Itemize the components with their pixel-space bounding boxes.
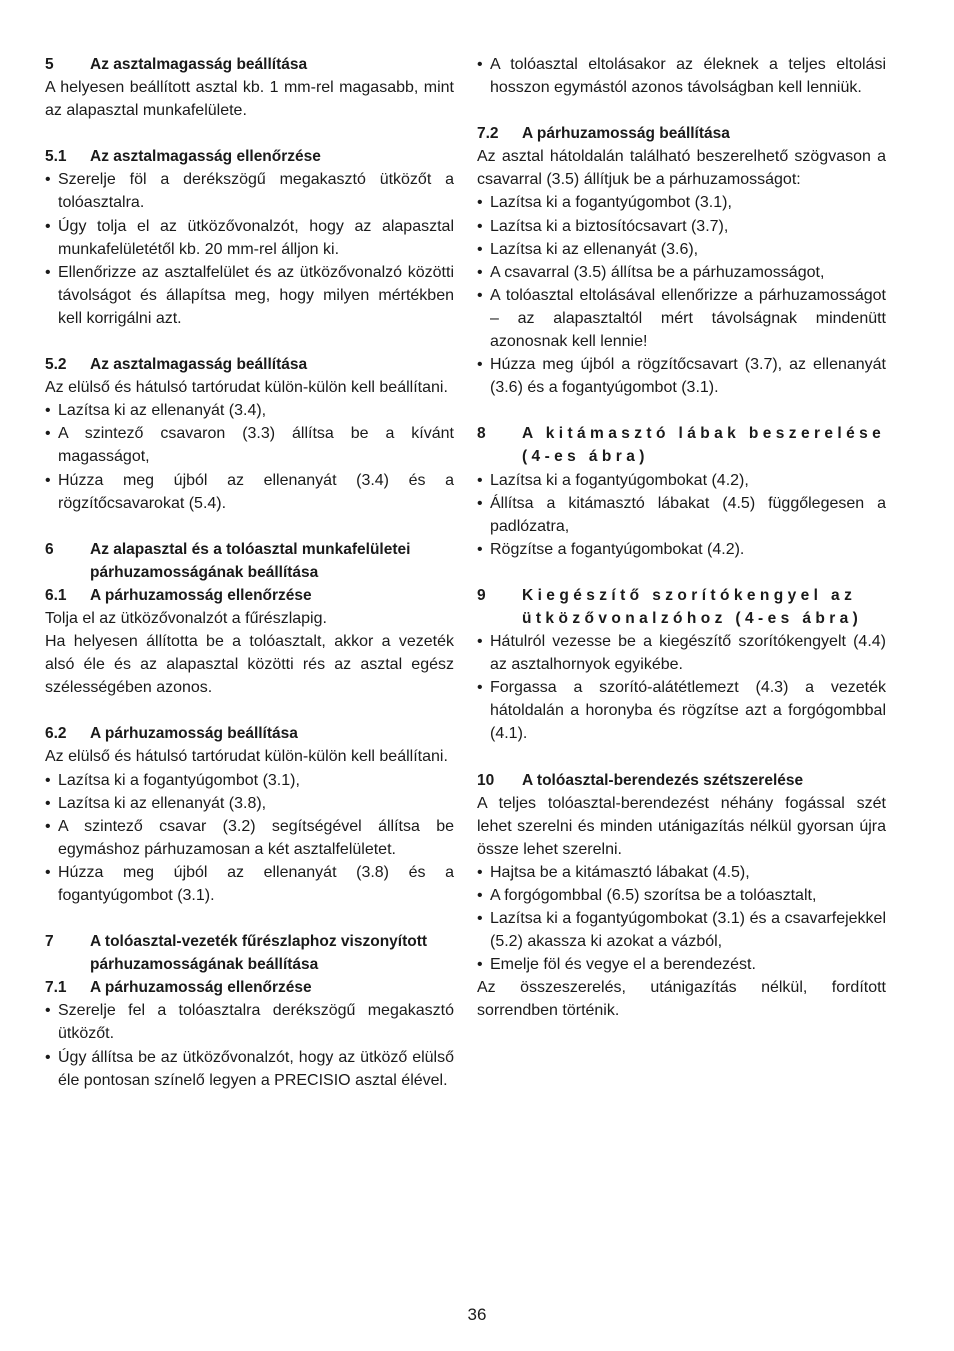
bullet-icon: • — [477, 863, 483, 881]
section-7-2 — [477, 122, 886, 399]
bullet-list — [45, 168, 454, 330]
section-heading — [45, 353, 454, 376]
section-heading — [477, 422, 886, 468]
list-item — [45, 861, 454, 907]
section-heading — [477, 769, 886, 792]
section-title: A kitámasztó lábak beszerelése (4-es ábra) — [522, 425, 886, 466]
list-item-text: Húzza meg újból az ellenanyát (3.4) és a rögzítőcsavarokat (5.4). — [58, 471, 454, 512]
section-6-1 — [45, 584, 454, 699]
list-item — [477, 469, 886, 492]
bullet-icon: • — [45, 471, 51, 489]
bullet-list — [477, 53, 886, 99]
list-item — [45, 215, 454, 261]
section-title: Az asztalmagasság ellenőrzése — [90, 148, 321, 166]
section-number: 7.1 — [45, 979, 67, 997]
list-item — [477, 53, 886, 99]
list-item-text: A tolóasztal eltolásával ellenőrizze a párhuzamosságot – az alapasztaltól mért távolságnak mindenütt azonosnak kell lennie! — [490, 286, 886, 351]
list-item-text: Lazítsa ki az ellenanyát (3.8), — [58, 794, 267, 812]
bullet-icon: • — [477, 56, 483, 73]
paragraph: A teljes tolóasztal-berendezést néhány fogással szét lehet szerelni és minden utánigazítás nélkül gyorsan újra össze lehet szerelni. — [477, 794, 886, 858]
section-heading — [45, 145, 454, 168]
list-item-text: Hátulról vezesse be a kiegészítő szorítókengyelt (4.4) az asztalhornyok egyikébe. — [490, 633, 886, 674]
bullet-icon: • — [45, 771, 51, 789]
list-item-text: Úgy állítsa be az ütközővonalzót, hogy az ütköző elülső éle pontosan színelő legyen a PRECISIO asztal élével. — [58, 1048, 454, 1089]
list-item — [477, 676, 886, 745]
list-item — [45, 999, 454, 1045]
list-item-text: Hajtsa be a kitámasztó lábakat (4.5), — [490, 863, 750, 881]
section-9 — [477, 584, 886, 746]
list-item-text: A csavarral (3.5) állítsa be a párhuzamosságot, — [490, 263, 825, 281]
bullet-icon: • — [45, 794, 51, 812]
section-title: A párhuzamosság ellenőrzése — [90, 979, 312, 997]
section-6 — [45, 538, 454, 584]
section-heading — [45, 976, 454, 999]
list-item — [45, 815, 454, 861]
section-title: A párhuzamosság ellenőrzése — [90, 586, 312, 604]
list-item-text: Állítsa a kitámasztó lábakat (4.5) függőlegesen a padlózatra, — [490, 494, 886, 535]
bullet-icon: • — [477, 286, 483, 304]
paragraph: Az elülső és hátulsó tartórudat külön-külön kell beállítani. — [45, 379, 448, 397]
page-number: 36 — [467, 1305, 487, 1324]
list-item-text: Lazítsa ki az ellenanyát (3.6), — [490, 240, 699, 258]
bullet-icon: • — [477, 540, 483, 558]
section-heading — [45, 930, 454, 976]
bullet-icon: • — [477, 217, 483, 235]
section-7 — [45, 930, 454, 976]
bullet-icon: • — [45, 863, 51, 881]
bullet-list — [477, 469, 886, 561]
list-item — [477, 907, 886, 953]
list-item — [45, 261, 454, 330]
section-number: 10 — [477, 771, 495, 789]
section-title: A tolóasztal-berendezés szétszerelése — [522, 771, 804, 789]
section-title: Az alapasztal és a tolóasztal munkafelületei párhuzamosságának beállítása — [90, 540, 411, 581]
bullet-icon: • — [477, 887, 483, 904]
bullet-list — [477, 191, 886, 399]
list-item-text: A tolóasztal eltolásakor az éleknek a teljes eltolási hosszon egymástól azonos távolságban kell lenniük. — [490, 56, 886, 97]
bullet-icon: • — [45, 1048, 51, 1066]
list-item-text: Lazítsa ki a biztosítócsavart (3.7), — [490, 217, 729, 235]
section-title: A tolóasztal-vezeték fűrészlaphoz viszonyított párhuzamosságának beállítása — [90, 933, 428, 974]
bullet-icon: • — [477, 494, 483, 512]
bullet-icon: • — [45, 817, 51, 835]
list-item — [477, 538, 886, 561]
paragraph: Az asztal hátoldalán található beszerelhető szögvason a csavarral (3.5) állítjuk be a párhuzamosságot: — [477, 148, 886, 189]
section-number: 6 — [45, 540, 54, 558]
bullet-icon: • — [477, 194, 483, 212]
section-heading — [45, 538, 454, 584]
section-6-2 — [45, 722, 454, 907]
section-8 — [477, 422, 886, 561]
list-item-text: Szerelje föl a derékszögű megakasztó ütközőt a tolóasztalra. — [58, 171, 454, 212]
section-number: 5 — [45, 56, 54, 73]
bullet-icon: • — [45, 1002, 51, 1020]
section-number: 7 — [45, 933, 54, 951]
list-item — [45, 399, 454, 422]
list-item-text: Lazítsa ki a fogantyúgombot (3.1), — [490, 194, 732, 212]
section-5-2 — [45, 353, 454, 515]
section-number: 6.2 — [45, 725, 67, 743]
paragraph: Az összeszerelés, utánigazítás nélkül, fordított sorrendben történik. — [477, 979, 886, 1020]
section-heading — [45, 722, 454, 745]
bullet-icon: • — [477, 910, 483, 928]
list-item-text: Forgassa a szorító-alátétlemezt (4.3) a vezeték hátoldalán a horonyba és rögzítse azt a forgógombbal (4.1). — [490, 679, 886, 743]
bullet-icon: • — [45, 171, 51, 189]
list-item — [477, 238, 886, 261]
section-heading — [477, 122, 886, 145]
list-item — [477, 215, 886, 238]
section-10 — [477, 769, 886, 1023]
bullet-icon: • — [45, 425, 51, 443]
list-item-text: A szintező csavaron (3.3) állítsa be a kívánt magasságot, — [58, 425, 454, 466]
bullet-icon: • — [477, 356, 483, 374]
bullet-icon: • — [477, 633, 483, 651]
bullet-list — [45, 399, 454, 514]
section-cont — [477, 53, 886, 99]
list-item — [477, 284, 886, 353]
bullet-list — [477, 630, 886, 745]
section-heading — [45, 53, 454, 76]
section-heading — [45, 584, 454, 607]
bullet-icon: • — [477, 471, 483, 489]
list-item-text: Lazítsa ki az ellenanyát (3.4), — [58, 402, 267, 420]
section-number: 5.1 — [45, 148, 67, 166]
section-7-1 — [45, 976, 454, 1091]
bullet-icon: • — [477, 240, 483, 258]
section-5 — [45, 53, 454, 122]
list-item-text: A forgógombbal (6.5) szorítsa be a tolóasztalt, — [490, 887, 817, 904]
section-5-1 — [45, 145, 454, 330]
section-title: Az asztalmagasság beállítása — [90, 56, 308, 73]
list-item — [45, 469, 454, 515]
list-item-text: Lazítsa ki a fogantyúgombot (3.1), — [58, 771, 300, 789]
list-item — [45, 422, 454, 468]
bullet-icon: • — [45, 217, 51, 235]
section-title: A párhuzamosság beállítása — [522, 125, 730, 143]
list-item-text: Úgy tolja el az ütközővonalzót, hogy az alapasztal munkafelületétől kb. 20 mm-rel álljon ki. — [58, 217, 454, 258]
bullet-list — [477, 861, 886, 976]
right-column — [477, 53, 886, 1046]
list-item — [45, 769, 454, 792]
list-item — [477, 492, 886, 538]
list-item — [477, 353, 886, 399]
section-number: 7.2 — [477, 125, 499, 143]
list-item — [477, 261, 886, 284]
bullet-icon: • — [477, 679, 483, 697]
list-item — [45, 1046, 454, 1092]
list-item-text: Emelje föl és vegye el a berendezést. — [490, 956, 756, 974]
section-number: 9 — [477, 586, 486, 604]
list-item-text: Ellenőrizze az asztalfelület és az ütközővonalzó közötti távolságot és állapítsa meg, hogy milyen mértékben kell korrigálni azt. — [58, 263, 454, 327]
bullet-icon: • — [45, 263, 51, 281]
left-column — [45, 53, 454, 1115]
section-number: 5.2 — [45, 356, 67, 374]
list-item — [477, 953, 886, 976]
list-item-text: A szintező csavar (3.2) segítségével állítsa be egymáshoz párhuzamosan a két asztalfelületet. — [58, 817, 454, 858]
paragraph: Ha helyesen állította be a tolóasztalt, akkor a vezeték alsó éle és az alapasztal közötti rés az asztal egész szélességében azonos. — [45, 633, 454, 697]
list-item-text: Rögzítse a fogantyúgombokat (4.2). — [490, 540, 745, 558]
list-item — [477, 191, 886, 214]
paragraph: A helyesen beállított asztal kb. 1 mm-rel magasabb, mint az alapasztal munkafelülete. — [45, 79, 454, 120]
section-number: 6.1 — [45, 586, 67, 604]
paragraph: Az elülső és hátulsó tartórudat külön-külön kell beállítani. — [45, 748, 448, 766]
bullet-icon: • — [477, 263, 483, 281]
section-title: Kiegészítő szorítókengyel az ütközővonalzóhoz (4-es ábra) — [522, 586, 863, 627]
list-item-text: Húzza meg újból a rögzítőcsavart (3.7), az ellenanyát (3.6) és a fogantyúgombot (3.1). — [490, 356, 886, 397]
list-item-text: Lazítsa ki a fogantyúgombokat (3.1) és a csavarfejekkel (5.2) akassza ki azokat a vázból, — [490, 910, 886, 951]
list-item — [477, 884, 886, 907]
section-heading — [477, 584, 886, 630]
paragraph: Tolja el az ütközővonalzót a fűrészlapig. — [45, 609, 327, 627]
section-title: Az asztalmagasság beállítása — [90, 356, 308, 374]
bullet-icon: • — [477, 956, 483, 974]
list-item — [477, 630, 886, 676]
list-item-text: Lazítsa ki a fogantyúgombokat (4.2), — [490, 471, 749, 489]
list-item — [45, 792, 454, 815]
list-item — [45, 168, 454, 214]
section-title: A párhuzamosság beállítása — [90, 725, 298, 743]
bullet-icon: • — [45, 402, 51, 420]
bullet-list — [45, 999, 454, 1091]
list-item-text: Szerelje fel a tolóasztalra derékszögű megakasztó ütközőt. — [58, 1002, 454, 1043]
list-item — [477, 861, 886, 884]
list-item-text: Húzza meg újból az ellenanyát (3.8) és a fogantyúgombot (3.1). — [58, 863, 454, 904]
section-number: 8 — [477, 425, 486, 443]
bullet-list — [45, 769, 454, 908]
